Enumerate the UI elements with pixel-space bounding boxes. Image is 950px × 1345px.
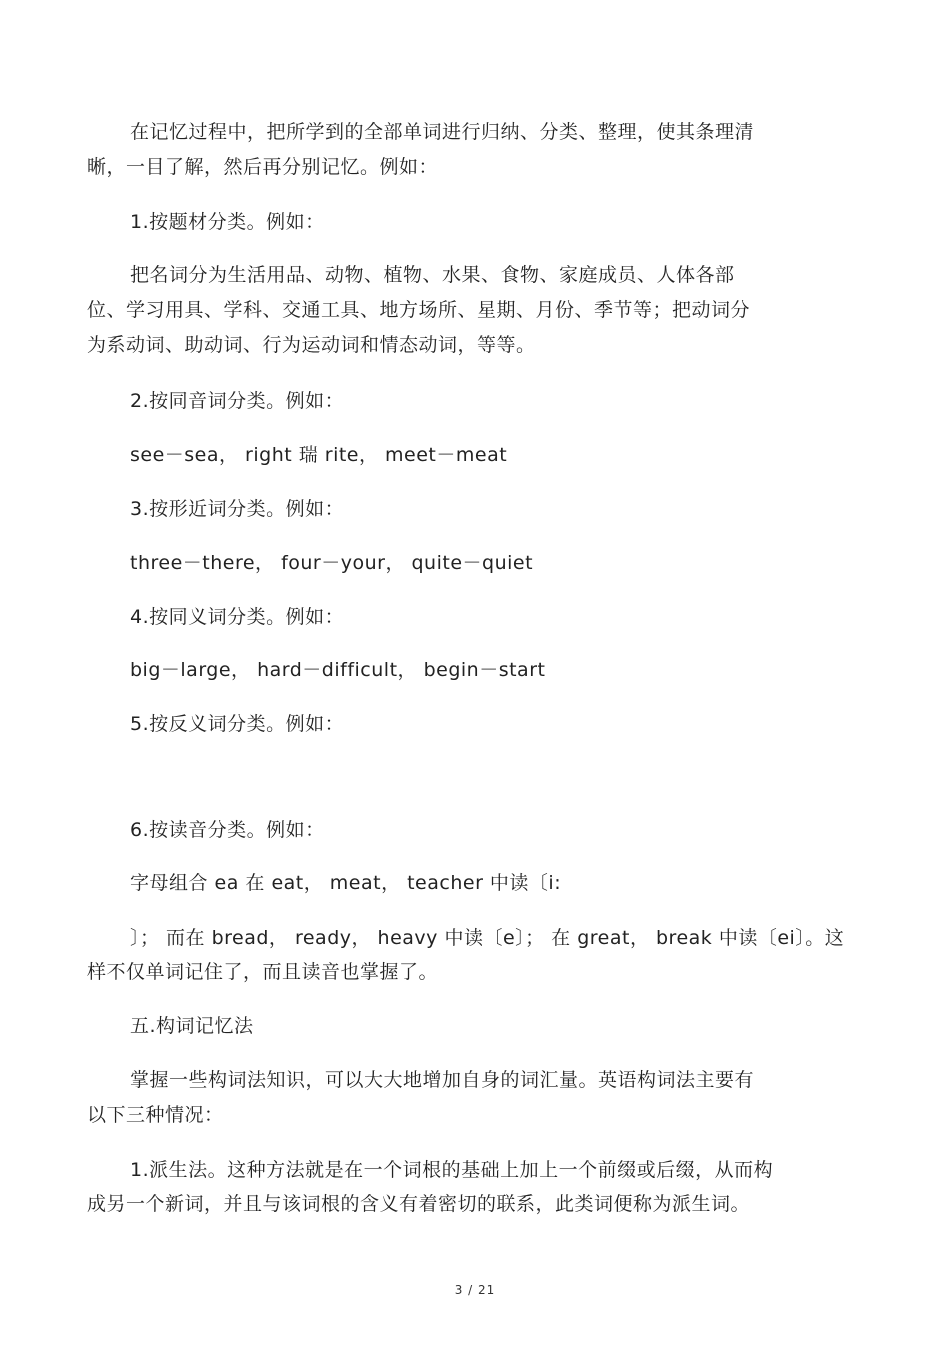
- paragraph-intro-line-1: 在记忆过程中，把所学到的全部单词进行归纳、分类、整理，使其条理清: [130, 121, 755, 143]
- example-similar-form: three－there， four－your， quite－quiet: [130, 552, 534, 574]
- heading-pronunciation: 6.按读音分类。例如：: [130, 819, 325, 841]
- paragraph-topic-line-2: 位、学习用具、学科、交通工具、地方场所、星期、月份、季节等；把动词分: [87, 299, 751, 321]
- section-heading-word-formation: 五.构词记忆法: [130, 1015, 254, 1037]
- paragraph-derivation-line-1: 1.派生法。这种方法就是在一个词根的基础上加上一个前缀或后缀，从而构: [130, 1159, 774, 1181]
- example-pronunciation-line-2: 〕； 而在 bread， ready， heavy 中读〔e〕； 在 great， break 中读〔ei〕。这: [130, 927, 845, 949]
- example-pronunciation-line-3: 样不仅单词记住了，而且读音也掌握了。: [87, 961, 439, 983]
- paragraph-word-formation-line-2: 以下三种情况：: [87, 1104, 224, 1126]
- heading-homophones: 2.按同音词分类。例如：: [130, 390, 345, 412]
- heading-by-topic: 1.按题材分类。例如：: [130, 211, 325, 233]
- heading-synonyms: 4.按同义词分类。例如：: [130, 606, 345, 628]
- page-number: 3 / 21: [454, 1283, 496, 1297]
- heading-similar-form: 3.按形近词分类。例如：: [130, 498, 345, 520]
- paragraph-intro-line-2: 晰，一目了解，然后再分别记忆。例如：: [87, 156, 439, 178]
- paragraph-topic-line-3: 为系动词、助动词、行为运动词和情态动词，等等。: [87, 334, 536, 356]
- example-pronunciation-line-1: 字母组合 ea 在 eat， meat， teacher 中读〔i:: [130, 872, 562, 894]
- paragraph-derivation-line-2: 成另一个新词，并且与该词根的含义有着密切的联系，此类词便称为派生词。: [87, 1193, 751, 1215]
- paragraph-topic-line-1: 把名词分为生活用品、动物、植物、水果、食物、家庭成员、人体各部: [130, 264, 735, 286]
- example-synonyms: big－large， hard－difficult， begin－start: [130, 659, 546, 681]
- paragraph-word-formation-line-1: 掌握一些构词法知识，可以大大地增加自身的词汇量。英语构词法主要有: [130, 1069, 755, 1091]
- heading-antonyms: 5.按反义词分类。例如：: [130, 713, 345, 735]
- example-homophones: see－sea， right 瑞 rite， meet－meat: [130, 444, 508, 466]
